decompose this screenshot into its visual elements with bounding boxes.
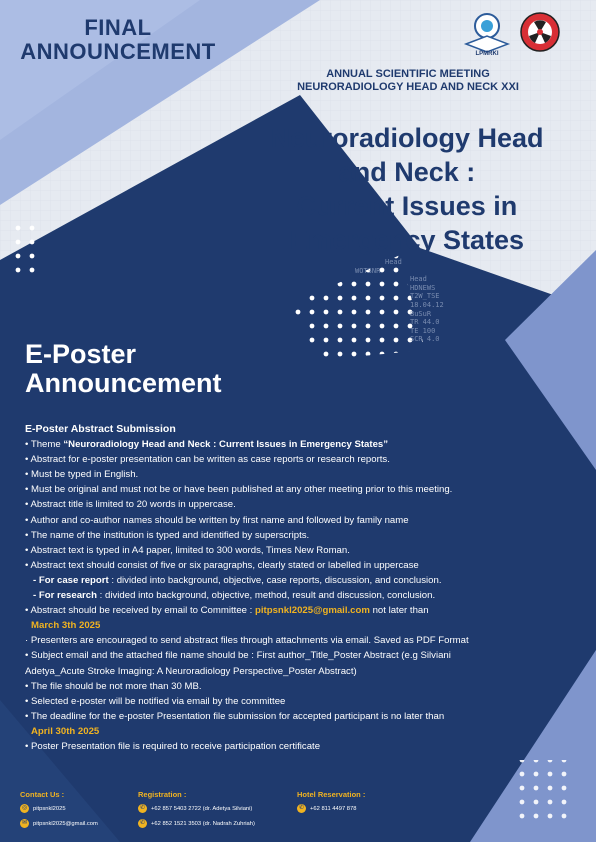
scan-line: WOTSNR xyxy=(355,266,381,275)
phone-number: +62 857 5403 2722 (dr. Adetya Silviani) xyxy=(151,805,253,812)
theme-text: “Neuroradiology Head and Neck : Current Issues in Emergency States” xyxy=(63,439,389,451)
scan-line: Head xyxy=(385,258,402,266)
scan-overlay-text xyxy=(355,258,444,344)
title-line: Current Issues in xyxy=(296,191,518,221)
registration-title: Registration : xyxy=(138,790,187,799)
hotel-title: Hotel Reservation : xyxy=(297,790,366,799)
scan-line: Head xyxy=(410,275,427,284)
phone-number: +62 852 1521 3503 (dr. Nadrah Zuhriah) xyxy=(151,820,255,827)
heading-line-1: E-Poster xyxy=(25,339,137,369)
meeting-line-1: ANNUAL SCIENTIFIC MEETING xyxy=(326,68,490,80)
committee-email-link[interactable]: pitpsnkl2025@gmail.com xyxy=(254,605,370,617)
instagram-handle: pitpsnkl2025 xyxy=(33,805,66,812)
instagram-contact[interactable] xyxy=(20,804,98,813)
email-suffix: not later than xyxy=(369,605,429,617)
list-item: Adetya_Acute Stroke Imaging: A Neuroradiology Perspective_Poster Abstract) xyxy=(25,665,357,677)
logo-text: LPMRKI xyxy=(475,51,499,56)
bullet-text: • Theme xyxy=(25,439,64,451)
list-item: • Abstract text is typed in A4 paper, limited to 300 words, Times New Roman. xyxy=(25,544,350,556)
submission-guidelines xyxy=(25,422,580,754)
section-heading xyxy=(25,340,222,398)
radiology-society-logo xyxy=(520,12,560,52)
phone-number: +62 811 4497 878 xyxy=(310,805,357,812)
list-item: • Must be original and must not be or have been published at any other meeting prior to this meeting. xyxy=(25,484,453,496)
scan-line: BuSuR xyxy=(410,309,432,318)
research-label: - For research xyxy=(33,590,97,602)
case-report-label: - For case report xyxy=(33,574,109,586)
registration-block xyxy=(138,790,255,834)
email-icon: ✉ xyxy=(21,820,28,826)
whatsapp-icon: ✆ xyxy=(139,805,146,811)
list-item: • The name of the institution is typed and identified by superscripts. xyxy=(25,529,310,541)
event-theme-title xyxy=(222,121,592,257)
contact-block xyxy=(20,790,98,834)
final-line: FINAL xyxy=(84,15,152,40)
contact-title: Contact Us : xyxy=(20,790,65,799)
list-item: • The deadline for the e-poster Presentation file submission for accepted participant is no later than xyxy=(25,710,445,722)
registration-phone-2[interactable] xyxy=(138,819,255,828)
case-report-text: : divided into background, objective, case reports, discussion, and conclusion. xyxy=(108,574,442,586)
list-item: · Presenters are encouraged to send abstract files through attachments via email. Saved as PDF Format xyxy=(25,635,469,647)
scan-line: 18.04.12 xyxy=(410,300,444,309)
scan-line: TE 100 xyxy=(410,326,436,335)
list-item: • Author and co-author names should be written by first name and followed by family name xyxy=(25,514,409,526)
list-item: • Subject email and the attached file name should be : First author_Title_Poster Abstract (e.g Silviani xyxy=(25,650,451,662)
list-item: • Must be typed in English. xyxy=(25,469,139,481)
whatsapp-icon: ✆ xyxy=(298,805,305,811)
guidelines-subtitle: E-Poster Abstract Submission xyxy=(25,423,176,435)
meeting-line-2: NEURORADIOLOGY HEAD AND NECK XXI xyxy=(297,81,519,93)
lpmrki-logo xyxy=(458,10,516,56)
contact-email: pitpsnkl2025@gmail.com xyxy=(33,820,98,827)
title-line: Emergency States xyxy=(289,225,525,255)
research-item xyxy=(25,588,580,603)
whatsapp-icon: ✆ xyxy=(139,820,146,826)
scan-line: TR 44.0 xyxy=(410,318,440,327)
list-item: • Poster Presentation file is required to receive participation certificate xyxy=(25,740,321,752)
research-text: : divided into background, objective, method, result and discussion, conclusion. xyxy=(97,590,436,602)
registration-phone-1[interactable] xyxy=(138,804,255,813)
abstract-deadline-date: March 3th 2025 xyxy=(31,620,101,632)
hotel-phone[interactable] xyxy=(297,804,365,813)
announcement-line: ANNOUNCEMENT xyxy=(20,39,216,64)
case-report-item xyxy=(25,573,580,588)
list-item: • Abstract title is limited to 20 words in uppercase. xyxy=(25,499,236,511)
list-item: • Abstract text should consist of five or six paragraphs, clearly stated or labelled in uppercase xyxy=(25,559,419,571)
presentation-deadline-date: April 30th 2025 xyxy=(31,725,100,737)
list-item: • Selected e-poster will be notified via email by the committee xyxy=(25,695,286,707)
email-deadline-item xyxy=(25,603,580,618)
list-item xyxy=(25,437,580,452)
hotel-block xyxy=(297,790,365,819)
title-line: and Neck : xyxy=(338,157,476,187)
scan-line: T2W_TSE xyxy=(410,292,440,301)
scan-line: HDNEWS xyxy=(410,283,436,292)
list-item: • The file should be not more than 30 MB. xyxy=(25,680,202,692)
heading-line-2: Announcement xyxy=(25,368,222,398)
meeting-title xyxy=(260,68,556,94)
email-contact[interactable] xyxy=(20,819,98,828)
email-prefix: • Abstract should be received by email to Committee : xyxy=(25,605,255,617)
title-line: Neuroradiology Head xyxy=(270,123,544,153)
final-announcement-banner xyxy=(18,16,218,64)
scan-line: SCR 4.0 xyxy=(410,335,440,344)
instagram-icon: ◎ xyxy=(21,805,28,811)
list-item: • Abstract for e-poster presentation can be written as case reports or research reports. xyxy=(25,454,390,466)
